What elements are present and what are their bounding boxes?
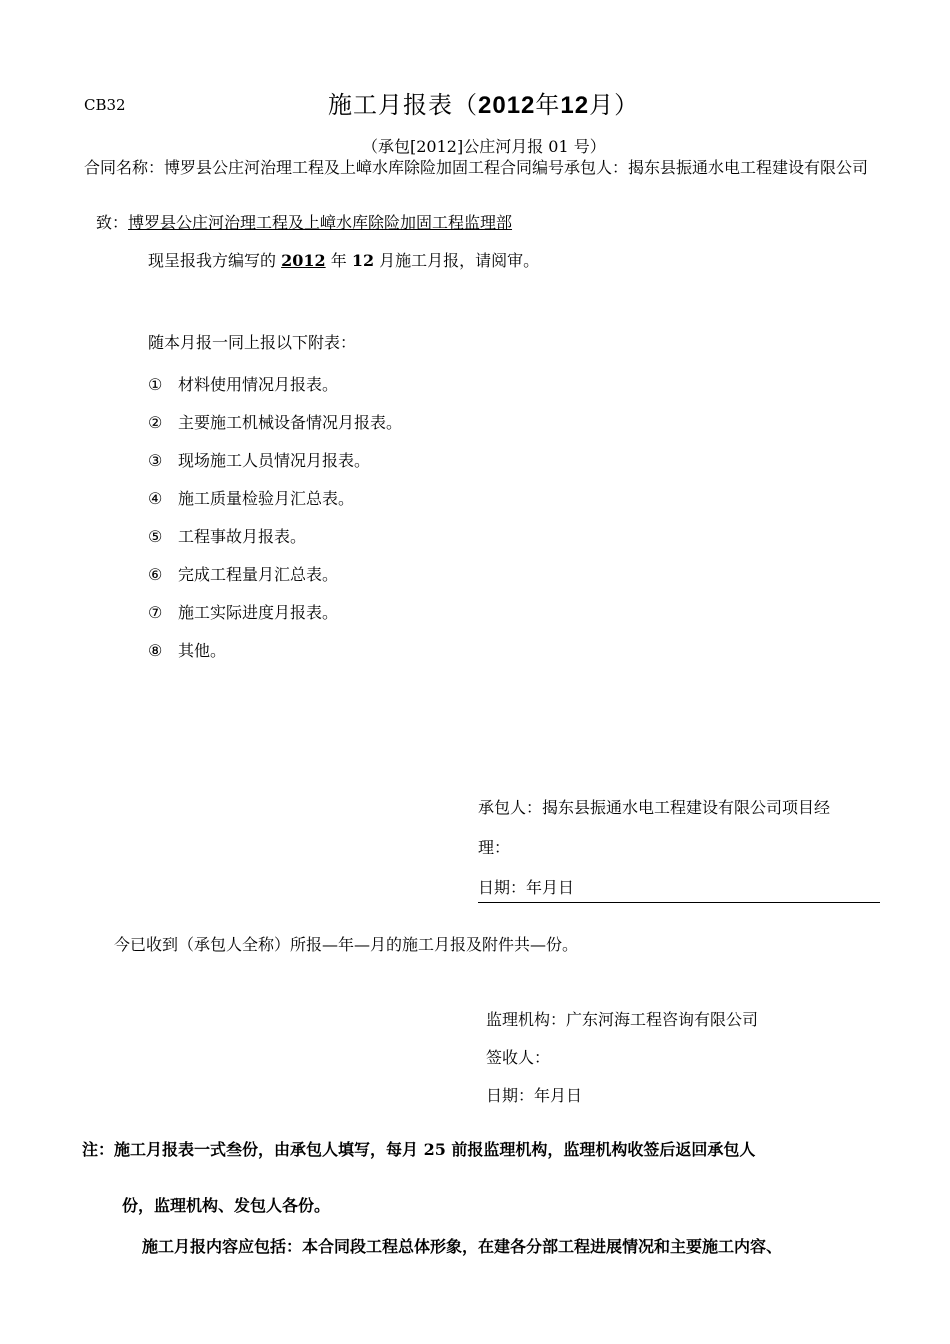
list-item: [148, 488, 402, 526]
list-item: [148, 602, 402, 640]
item-label: 现场施工人员情况月报表。: [178, 451, 371, 470]
attachments-list: [148, 374, 402, 678]
contractor-signature-block: [478, 796, 880, 903]
note-line-3: 施工月报内容应包括：本合同段工程总体形象，在建各分部工程进展情况和主要施工内容、: [142, 1237, 783, 1256]
item-label: 其他。: [178, 641, 227, 660]
title-prefix: 施工月报表（: [328, 91, 478, 119]
contractor-date: 日期：年月日: [478, 876, 880, 903]
attachments-heading: 随本月报一同上报以下附表：: [148, 333, 357, 352]
title-month: 12: [560, 92, 590, 119]
item-number: ①: [148, 375, 163, 394]
list-item: [148, 450, 402, 488]
title-mid: 年: [535, 91, 561, 119]
item-number: ③: [148, 451, 163, 470]
item-label: 工程事故月报表。: [178, 527, 307, 546]
supervisor-date: 日期：年月日: [486, 1086, 583, 1105]
item-number: ⑥: [148, 565, 163, 584]
item-label: 材料使用情况月报表。: [178, 375, 339, 394]
item-label: 施工实际进度月报表。: [178, 603, 339, 622]
note-line-1: 注：施工月报表一式叁份，由承包人填写，每月 25 前报监理机构，监理机构收签后返回承包人: [82, 1140, 756, 1159]
list-item: [148, 374, 402, 412]
item-number: ⑤: [148, 527, 163, 546]
contractor-name: 承包人：揭东县振通水电工程建设有限公司项目经: [478, 798, 831, 817]
supervisor-signer: 签收人：: [486, 1048, 551, 1067]
receipt-statement: 今已收到（承包人全称）所报—年—月的施工月报及附件共—份。: [114, 935, 579, 954]
intro-suffix: 月施工月报，请阅审。: [374, 251, 540, 270]
title-year: 2012: [478, 92, 536, 119]
item-number: ⑧: [148, 641, 163, 660]
intro-prefix: 现呈报我方编写的: [148, 251, 282, 270]
list-item: [148, 640, 402, 678]
contractor-manager: 理：: [478, 838, 511, 857]
list-item: [148, 412, 402, 450]
recipient-label: 致：: [96, 213, 129, 232]
item-number: ②: [148, 413, 163, 432]
supervisor-org: 监理机构：广东河海工程咨询有限公司: [486, 1010, 759, 1029]
note-line-2: 份，监理机构、发包人各份。: [122, 1196, 331, 1215]
item-number: ⑦: [148, 603, 163, 622]
list-item: [148, 526, 402, 564]
page-title: [328, 85, 639, 120]
item-label: 完成工程量月汇总表。: [178, 565, 339, 584]
title-suffix: 月）: [589, 91, 640, 119]
item-number: ④: [148, 489, 163, 508]
recipient-name: 博罗县公庄河治理工程及上嶂水库除险加固工程监理部: [128, 213, 513, 232]
item-label: 主要施工机械设备情况月报表。: [178, 413, 403, 432]
list-item: [148, 564, 402, 602]
intro-month: 12: [351, 251, 375, 270]
report-number: （承包[2012]公庄河月报 01 号）: [362, 137, 606, 156]
item-label: 施工质量检验月汇总表。: [178, 489, 355, 508]
form-code: CB32: [84, 96, 126, 114]
supervisor-signature-block: [486, 1009, 758, 1123]
intro-mid: 年: [325, 251, 352, 270]
contract-info: 合同名称：博罗县公庄河治理工程及上嶂水库除险加固工程合同编号承包人：揭东县振通水电工程建设有限公司: [84, 158, 869, 177]
recipient-line: [96, 210, 512, 233]
intro-text: [148, 248, 539, 271]
intro-year: 2012: [281, 251, 326, 270]
